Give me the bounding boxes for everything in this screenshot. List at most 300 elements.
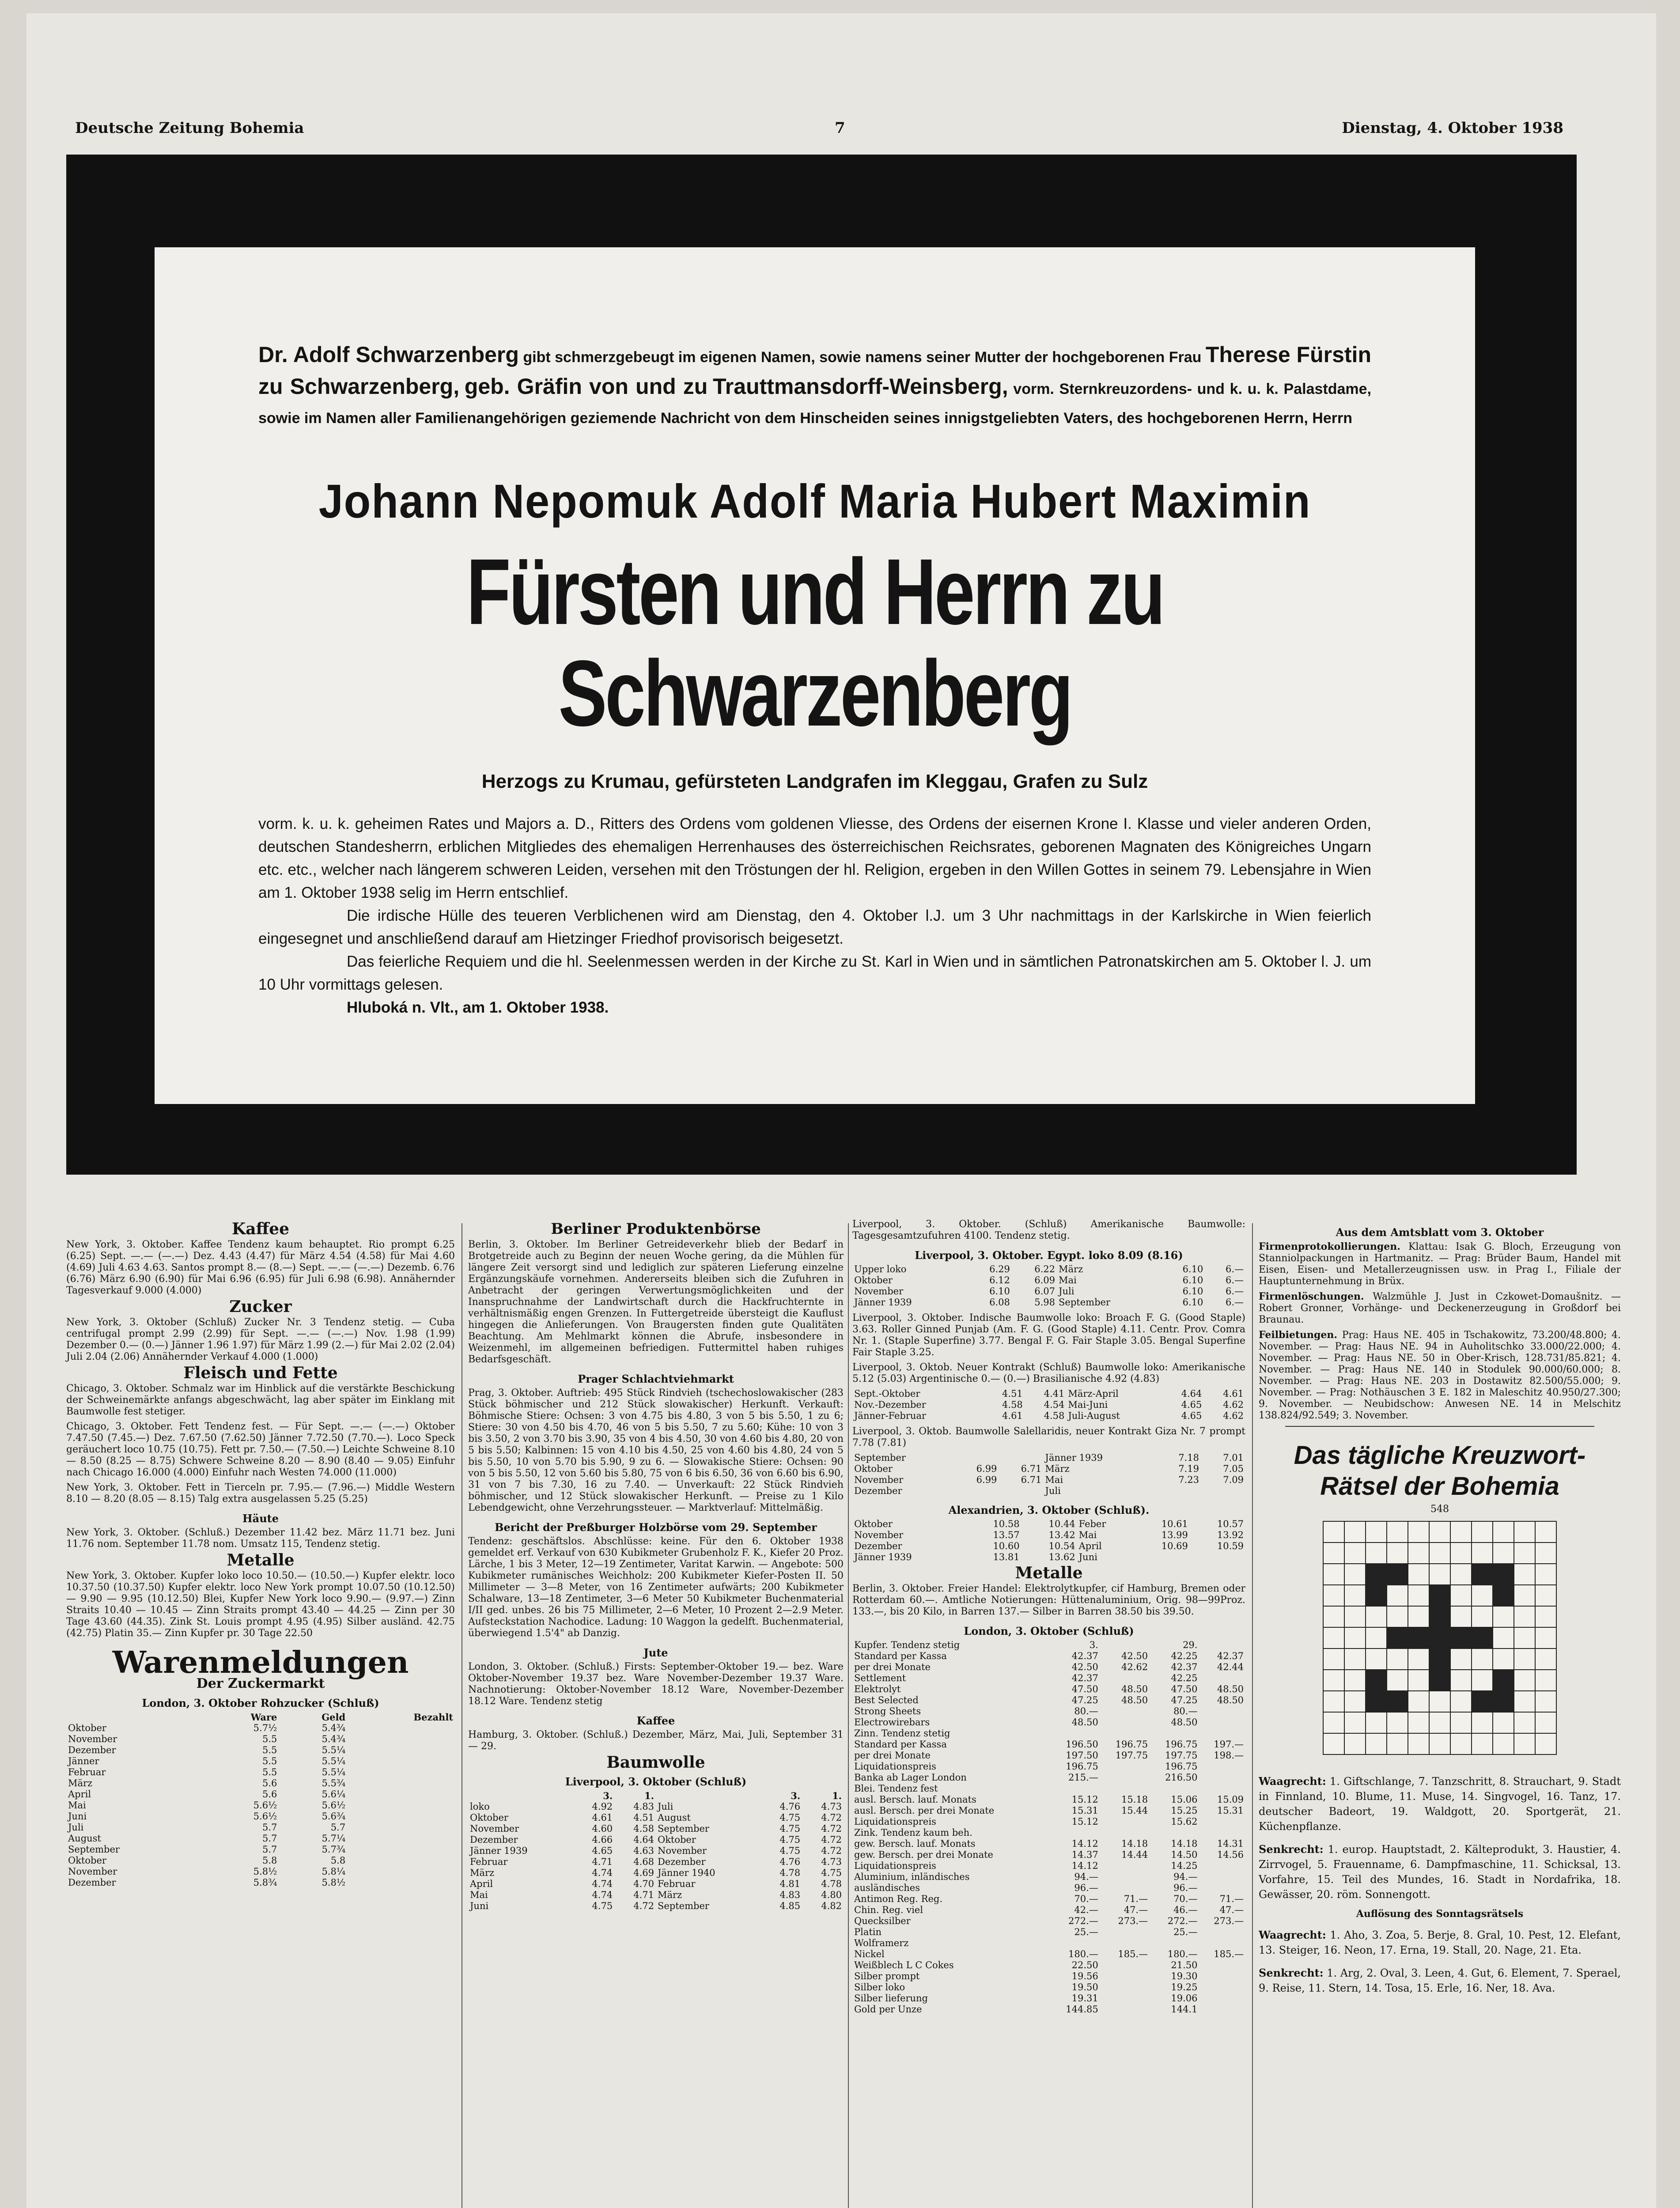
section-heading: Kaffee <box>232 1220 289 1238</box>
crossword-cell <box>1387 1733 1408 1754</box>
crossword-cell <box>1535 1670 1556 1691</box>
table-cell: 5.6½ <box>253 1811 277 1822</box>
alexandria-table <box>852 1519 1245 1563</box>
crossword-cell <box>1493 1648 1514 1670</box>
table-row <box>852 1530 1245 1541</box>
table-row <box>852 1938 1245 1949</box>
table-cell: 3. <box>1089 1640 1098 1650</box>
table-row <box>66 1723 455 1734</box>
table-cell: 10.58 <box>993 1519 1020 1529</box>
table-cell: Quecksilber <box>854 1916 911 1926</box>
column-1 <box>66 1219 455 1888</box>
section-heading: Prager Schlachtviehmarkt <box>578 1372 734 1385</box>
crossword-cell <box>1535 1712 1556 1733</box>
table-cell: März <box>1059 1264 1083 1274</box>
table-cell: 7.09 <box>1223 1475 1244 1485</box>
crossword-cell <box>1429 1733 1450 1754</box>
table-cell: Dezember <box>68 1877 116 1888</box>
crossword-cell <box>1366 1585 1387 1606</box>
table-cell <box>1050 1783 1100 1794</box>
table-cell: 4.75 <box>779 1845 801 1856</box>
table-cell <box>347 1844 455 1855</box>
table-cell <box>1100 1872 1150 1883</box>
crossword-cell <box>1366 1648 1387 1670</box>
table-cell: Dezember <box>854 1541 902 1551</box>
crossword-cell <box>1323 1733 1344 1754</box>
article-text: Chicago, 3. Oktober. Fett Tendenz fest. — Für Sept. —.— (—.—) Oktober 7.47.50 (7.45.—) Dez. 7.67.50 (7.62.50) Jänner 7.72.50 (7.70.—). Loco Speck geräuchert loco 10.75 (10.75). Fett pr. 7.50.— (7.50.—) Leichte Schweine 8.10 — 8.50 (8.25 — 8.75) Schwere Schweine 8.20 — 8.90 (8.40 — 9.05) Einfuhr nach Chicago 16.000 (4.000) Einfuhr nach Westen 74.000 (11.000) <box>66 1421 455 1478</box>
table-cell <box>347 1767 455 1778</box>
crossword-cell <box>1514 1521 1535 1543</box>
crossword-cell <box>1387 1521 1408 1543</box>
crossword-cell <box>1514 1543 1535 1564</box>
table-cell: 10.69 <box>1161 1541 1188 1551</box>
section-heading: Häute <box>242 1512 279 1525</box>
table-cell <box>347 1800 455 1811</box>
table-cell: 80.— <box>1173 1706 1198 1716</box>
table-cell <box>999 1452 1043 1463</box>
table-cell: 14.12 <box>1071 1860 1098 1871</box>
table-cell: Standard per Kassa <box>854 1739 947 1750</box>
table-cell <box>347 1778 455 1789</box>
table-row <box>852 1960 1245 1971</box>
crossword-cell <box>1514 1670 1535 1691</box>
crossword-cell <box>1408 1733 1429 1754</box>
table-cell: 6.08 <box>989 1297 1010 1308</box>
table-cell: 5.6¾ <box>322 1811 346 1822</box>
table-cell: 14.44 <box>1121 1849 1148 1860</box>
table-row <box>852 1838 1245 1849</box>
column-divider <box>848 1223 849 2208</box>
table-cell <box>1100 1772 1150 1783</box>
table-cell: 196.75 <box>1165 1739 1198 1750</box>
crossword-cell <box>1472 1521 1493 1543</box>
table-cell: 13.42 <box>1048 1530 1075 1540</box>
table-header-cell: Geld <box>322 1712 346 1723</box>
table-cell <box>1100 1982 1150 1993</box>
table-row <box>852 1452 1245 1463</box>
table-cell: November <box>854 1530 904 1540</box>
crossword-cell <box>1514 1564 1535 1585</box>
table-cell: März <box>657 1890 682 1900</box>
table-cell: Dezember <box>68 1745 116 1755</box>
table-row <box>66 1855 455 1866</box>
table-cell: 42.37 <box>1071 1673 1098 1683</box>
table-cell: 5.5¾ <box>322 1778 346 1788</box>
crossword-cell <box>1408 1648 1429 1670</box>
crossword-cell <box>1408 1585 1429 1606</box>
table-cell: 19.30 <box>1171 1971 1198 1981</box>
table-row <box>66 1789 455 1800</box>
table-header-cell: Bezahlt <box>413 1712 453 1723</box>
table-cell: 15.31 <box>1217 1805 1244 1816</box>
table-row <box>66 1756 455 1767</box>
table-cell: 6.29 <box>989 1264 1010 1274</box>
crossword-cell <box>1450 1564 1472 1585</box>
table-cell: 6.71 <box>1021 1475 1042 1485</box>
table-cell <box>1100 1717 1150 1728</box>
table-cell: ausländisches <box>854 1883 920 1893</box>
table-cell: 48.50 <box>1071 1717 1098 1728</box>
crossword-cell <box>1387 1712 1408 1733</box>
article-text: Liverpool, 3. Oktober. (Schluß) Amerikanische Baumwolle: Tagesgesamtzufuhren 4100. Tendenz stetig. <box>852 1219 1245 1241</box>
table-cell: Jänner 1939 <box>854 1552 912 1562</box>
table-cell: 96.— <box>1173 1883 1198 1893</box>
table-cell: September <box>854 1452 906 1463</box>
table-cell: Elektrolyt <box>854 1684 901 1694</box>
crossword-cell <box>1493 1670 1514 1691</box>
article-text: New York, 3. Oktober (Schluß) Zucker Nr. 3 Tendenz stetig. — Cuba centrifugal prompt 2.99 (2.99) für Sept. —.— (—.—) Nov. 1.98 (1.99) Dezember 0.— (0.—) Jänner 1.96 1.97) für März 1.99 (2.—) für Mai 2.02 (2.04) Juli 2.04 (2.06) Annähernder Verkauf 4.000 (1.000) <box>66 1317 455 1362</box>
table-cell: 14.12 <box>1071 1838 1098 1849</box>
table-cell: Chin. Reg. viel <box>854 1905 923 1915</box>
table-cell: Electrowirebars <box>854 1717 930 1728</box>
solution-across <box>1259 1928 1621 1958</box>
table-row <box>468 1823 844 1834</box>
table-cell: 4.82 <box>821 1901 842 1911</box>
table-cell: Weißblech L C Cokes <box>854 1960 954 1970</box>
crossword-cell <box>1366 1606 1387 1627</box>
clue-text: 1. Giftschlange, 7. Tanzschritt, 8. Strauchart, 9. Stadt in Finnland, 10. Blume, 11. Muse, 14. Singvogel, 16. Tanz, 17. deutscher Badeort, 19. Waldgott, 20. Sportgerät, 21. Küchenpflanze. <box>1259 1775 1621 1833</box>
table-cell: Oktober <box>854 1519 893 1529</box>
crossword-cell <box>1344 1648 1366 1670</box>
table-cell: 15.31 <box>1071 1805 1098 1816</box>
table-row <box>852 1673 1245 1684</box>
sugar-market-table <box>66 1712 455 1888</box>
table-cell: Mai <box>1059 1275 1077 1285</box>
table-cell <box>999 1486 1043 1497</box>
table-cell <box>1199 1982 1245 1993</box>
table-cell: 5.5 <box>262 1745 277 1755</box>
crossword-cell <box>1472 1648 1493 1670</box>
table-header-cell: 3. <box>603 1790 613 1801</box>
table-cell: 4.75 <box>821 1868 842 1878</box>
table-cell <box>1100 1783 1150 1794</box>
table-row <box>852 1750 1245 1761</box>
table-cell <box>1199 1993 1245 2004</box>
table-cell: 4.83 <box>779 1890 801 1900</box>
crossword-title: Das tägliche Kreuzwort-Rätsel der Bohemia <box>1294 1441 1586 1501</box>
table-cell <box>1100 1927 1150 1938</box>
table-cell: 4.75 <box>779 1812 801 1823</box>
table-cell: 5.7 <box>262 1844 277 1855</box>
table-cell: 14.50 <box>1171 1849 1198 1860</box>
table-cell: Juli <box>1059 1286 1075 1297</box>
crossword-cell <box>1408 1712 1429 1733</box>
crossword-cell <box>1366 1521 1387 1543</box>
table-body <box>852 1452 1245 1497</box>
table-cell: 272.— <box>1068 1916 1098 1926</box>
table-cell: November <box>470 1823 519 1834</box>
table-cell: 42.— <box>1074 1905 1098 1915</box>
table-cell: 94.— <box>1173 1872 1198 1882</box>
crossword-cell <box>1450 1606 1472 1627</box>
table-cell: 70.— <box>1074 1894 1098 1904</box>
table-cell: 5.6 <box>262 1778 277 1788</box>
crossword-cell <box>1429 1585 1450 1606</box>
table-cell <box>1050 1728 1100 1739</box>
table-cell: Liquidationspreis <box>854 1761 936 1772</box>
table-cell: 48.50 <box>1217 1695 1244 1705</box>
crossword-cell <box>1408 1670 1429 1691</box>
table-cell: 144.1 <box>1171 2004 1198 2015</box>
table-cell: 6.71 <box>1021 1463 1042 1474</box>
table-row <box>468 1845 844 1856</box>
table-caption: Liverpool, 3. Oktob. Baumwolle Salellaridis, neuer Kontrakt Giza Nr. 7 prompt 7.78 (7.81) <box>852 1426 1245 1448</box>
table-cell: 5.8 <box>262 1855 277 1866</box>
crossword-cell <box>1429 1648 1450 1670</box>
table-cell: Dezember <box>657 1856 706 1867</box>
table-cell: 4.65 <box>1181 1399 1202 1410</box>
table-cell: 5.7 <box>262 1822 277 1833</box>
table-cell: Kupfer. Tendenz stetig <box>854 1640 960 1650</box>
crossword-cell <box>1450 1648 1472 1670</box>
table-cell: 4.85 <box>779 1901 801 1911</box>
table-cell <box>1199 1783 1245 1794</box>
table-cell: 4.58 <box>633 1823 654 1834</box>
table-cell: 4.72 <box>633 1901 654 1911</box>
crossword-cell <box>1344 1564 1366 1585</box>
crossword-cell <box>1450 1670 1472 1691</box>
article-text: Chicago, 3. Oktober. Schmalz war im Hinblick auf die verstärkte Beschickung der Schweinemärkte anfangs abgeschwächt, lag aber später im Einklang mit Baumwolle fest stetiger. <box>66 1383 455 1417</box>
table-cell <box>1100 1640 1150 1651</box>
crossword-cell <box>1344 1521 1366 1543</box>
table-cell: 6.— <box>1225 1286 1244 1297</box>
liverpool-sakellaridis-table <box>852 1452 1245 1497</box>
table-cell: 215.— <box>1068 1772 1098 1783</box>
section-heading: Aus dem Amtsblatt vom 3. Oktober <box>1336 1226 1544 1239</box>
deceased-name-line-1: Johann Nepomuk Adolf Maria Hubert Maximin <box>318 474 1311 528</box>
table-row <box>468 1856 844 1868</box>
table-cell: Mai <box>68 1800 86 1811</box>
masthead-title: Deutsche Zeitung Bohemia <box>75 119 304 137</box>
table-cell: 47.50 <box>1071 1684 1098 1694</box>
table-cell: 80.— <box>1074 1706 1098 1716</box>
crossword-cell <box>1493 1606 1514 1627</box>
table-cell: 6.— <box>1225 1275 1244 1285</box>
table-cell: 5.6 <box>262 1789 277 1800</box>
crossword-cell <box>1493 1733 1514 1754</box>
table-cell: 15.06 <box>1171 1794 1198 1805</box>
table-cell <box>1100 1816 1150 1827</box>
crossword-cell <box>1450 1733 1472 1754</box>
table-cell: 15.62 <box>1171 1816 1198 1827</box>
table-cell: Oktober <box>68 1855 106 1866</box>
table-cell: März-April <box>1068 1388 1119 1399</box>
table-cell: 4.74 <box>592 1868 613 1878</box>
crossword-cell <box>1514 1691 1535 1712</box>
table-cell: April <box>1078 1541 1102 1551</box>
table-cell <box>1199 1827 1245 1838</box>
table-row <box>852 1993 1245 2004</box>
table-cell: Mai <box>1078 1530 1097 1540</box>
column-4 <box>1259 1219 1621 1996</box>
table-cell: 4.66 <box>592 1834 613 1845</box>
table-cell <box>1100 1761 1150 1772</box>
table-cell: 10.59 <box>1217 1541 1244 1551</box>
table-cell: Nickel <box>854 1949 885 1959</box>
table-cell <box>1199 1772 1245 1783</box>
table-cell <box>1150 1783 1199 1794</box>
table-row <box>852 1772 1245 1783</box>
table-cell: 42.62 <box>1121 1662 1148 1672</box>
table-cell: 4.61 <box>592 1812 613 1823</box>
table-cell: April <box>68 1789 91 1800</box>
table-cell: 15.18 <box>1121 1794 1148 1805</box>
crossword-cell <box>1387 1627 1408 1648</box>
crossword-cell <box>1450 1585 1472 1606</box>
table-cell: 273.— <box>1118 1916 1148 1926</box>
table-cell <box>347 1833 455 1844</box>
table-row <box>468 1801 844 1812</box>
london-metals-table <box>852 1640 1245 2015</box>
crossword-cell <box>1387 1585 1408 1606</box>
clue-label: Senkrecht: <box>1259 1966 1324 1979</box>
table-cell: 4.76 <box>779 1801 801 1812</box>
crossword-cell <box>1344 1712 1366 1733</box>
table-cell: Jänner 1939 <box>470 1845 528 1856</box>
table-cell: 15.09 <box>1217 1794 1244 1805</box>
table-cell: Aluminium, inländisches <box>854 1872 970 1882</box>
table-cell: 4.81 <box>779 1879 801 1889</box>
crossword-cell <box>1344 1733 1366 1754</box>
table-cell: Juli-August <box>1068 1410 1120 1421</box>
table-cell: 46.— <box>1173 1905 1198 1915</box>
table-cell: Banka ab Lager London <box>854 1772 967 1783</box>
table-cell <box>347 1756 455 1767</box>
clue-label: Waagrecht: <box>1259 1775 1326 1788</box>
run-in-text: Prag: Haus NE. 405 in Tschakowitz, 73.200/48.800; 4. November. — Prag: Haus NE. 94 in Auholitschko 33.000/22.000; 4. November. — Prag: Haus NE. 50 in Ober-Krisch, 128.731/85.821; 4. November. — Prag: Haus NE. 140 in Stodulek 90.000/60.000; 8. November. — Prag: Haus NE. 203 in Dostawitz 82.500/55.000; 9. November. — Prag: Nothäuschen 3 E. 182 in Maleschitz 40.950/27.300; 9. November. — Neubidschow: Anwesen NE. 14 in Melschitz 138.824/92.549; 3. November. <box>1259 1330 1621 1421</box>
section-heading: Fleisch und Fette <box>183 1364 338 1382</box>
table-cell <box>954 1486 999 1497</box>
intro-mother-name: Therese Fürstin zu Schwarzenberg, <box>258 342 1371 399</box>
table-cell: 273.— <box>1214 1916 1244 1926</box>
article-text: New York, 3. Oktober. Fett in Tierceln pr. 7.95.— (7.96.—) Middle Western 8.10 — 8.20 (8.05 — 8.15) Talg extra ausgelassen 5.25 (5.25) <box>66 1482 455 1505</box>
obituary-paragraph-2: Die irdische Hülle des teueren Verblichenen wird am Dienstag, den 4. Oktober l.J. um 3 Uhr nachmittags in der Karlskirche in Wien feierlich eingesegnet und anschließend darauf am Hietzinger Friedhof provisorisch beigesetzt. <box>258 907 1371 947</box>
crossword-cell <box>1387 1606 1408 1627</box>
table-cell: 4.69 <box>633 1868 654 1878</box>
table-cell: Sept.-Oktober <box>854 1388 920 1399</box>
table-cell: 7.19 <box>1178 1463 1199 1474</box>
table-cell: 14.18 <box>1171 1838 1198 1849</box>
crossword-cell <box>1472 1712 1493 1733</box>
table-cell <box>347 1822 455 1833</box>
table-cell <box>1150 1827 1199 1838</box>
table-cell: 5.5 <box>262 1767 277 1777</box>
table-cell: 144.85 <box>1066 2004 1098 2015</box>
table-body <box>852 1388 1245 1422</box>
crossword-cell <box>1387 1543 1408 1564</box>
table-cell: August <box>68 1833 101 1844</box>
table-cell: Settlement <box>854 1673 906 1683</box>
intro-family-name: Trauttmansdorff-Weinsberg, <box>713 374 1008 399</box>
table-cell: 4.58 <box>1044 1410 1065 1421</box>
table-cell: 4.54 <box>1044 1399 1065 1410</box>
table-cell: 4.62 <box>1223 1399 1244 1410</box>
obituary-paragraph-3: Das feierliche Requiem und die hl. Seelenmessen werden in der Kirche zu St. Karl in Wien und in sämtlichen Patronatskirchen am 5. Oktober l. J. um 10 Uhr vormittags gelesen. <box>258 953 1371 993</box>
intro-text-1: gibt schmerzgebeugt im eigenen Namen, sowie namens seiner Mutter der hochgeborenen Frau <box>523 349 1202 366</box>
crossword-cell <box>1514 1733 1535 1754</box>
table-row <box>852 1816 1245 1827</box>
crossword-cell <box>1429 1606 1450 1627</box>
crossword-cell <box>1514 1606 1535 1627</box>
table-row <box>852 1475 1245 1486</box>
table-cell: 5.7 <box>330 1822 346 1833</box>
table-cell: 4.74 <box>592 1879 613 1889</box>
table-row <box>852 1949 1245 1960</box>
table-cell: Juni <box>1078 1552 1097 1562</box>
table-cell: 13.57 <box>993 1530 1020 1540</box>
crossword-cell <box>1472 1564 1493 1585</box>
table-cell: 196.50 <box>1066 1739 1098 1750</box>
table-cell: Jänner 1940 <box>657 1868 715 1878</box>
table-cell: Feber <box>1078 1519 1106 1529</box>
table-cell: 4.83 <box>633 1801 654 1812</box>
crossword-cell <box>1472 1670 1493 1691</box>
table-cell: Best Selected <box>854 1695 919 1705</box>
table-cell <box>1100 1860 1150 1872</box>
table-cell: März <box>470 1868 495 1878</box>
crossword-cell <box>1493 1585 1514 1606</box>
table-cell: Oktober <box>657 1834 696 1845</box>
run-in-text: Klattau: Isak G. Bloch, Erzeugung von Stanniolpackungen in Hartmanitz. — Prag: Brüder Baum, Handel mit Eisen, Eisen- und Metallerzeugnissen usw. in Prag I., Filiale der Hauptunternehmung in Brüx. <box>1259 1241 1621 1287</box>
obituary-body <box>258 813 1371 1019</box>
table-cell <box>1199 1706 1245 1717</box>
table-cell <box>1199 1938 1245 1949</box>
table-cell: 5.98 <box>1034 1297 1056 1308</box>
table-cell <box>1199 1728 1245 1739</box>
table-cell: 47.— <box>1124 1905 1148 1915</box>
table-cell: loko <box>470 1801 490 1812</box>
table-cell <box>347 1877 455 1888</box>
table-cell: 42.50 <box>1071 1662 1098 1672</box>
crossword-cell <box>1535 1543 1556 1564</box>
table-row <box>852 1463 1245 1475</box>
table-cell: per drei Monate <box>854 1662 931 1672</box>
table-cell: 4.51 <box>1002 1388 1023 1399</box>
table-cell <box>347 1723 455 1734</box>
table-row <box>852 1640 1245 1651</box>
crossword-cell <box>1344 1543 1366 1564</box>
table-cell <box>1199 1872 1245 1883</box>
table-cell: Strong Sheets <box>854 1706 921 1716</box>
table-row <box>468 1834 844 1845</box>
table-body <box>852 1264 1245 1308</box>
table-cell: 6.10 <box>1182 1297 1203 1308</box>
table-cell: 5.8½ <box>322 1877 346 1888</box>
table-cell <box>1199 1816 1245 1827</box>
table-cell: November <box>854 1475 904 1485</box>
crossword-cell <box>1429 1627 1450 1648</box>
crossword-cell <box>1387 1670 1408 1691</box>
table-cell: 5.6½ <box>322 1800 346 1811</box>
crossword-cell <box>1429 1670 1450 1691</box>
section-heading-large: Warenmeldungen <box>112 1645 409 1680</box>
table-cell <box>1199 1761 1245 1772</box>
crossword-cell <box>1514 1627 1535 1648</box>
table-cell <box>1199 1960 1245 1971</box>
obituary-notice <box>155 247 1475 1104</box>
table-cell: 4.64 <box>1181 1388 1202 1399</box>
table-cell: 197.75 <box>1115 1750 1148 1761</box>
table-cell: ausl. Bersch. per drei Monate <box>854 1805 995 1816</box>
table-cell: 6.10 <box>989 1286 1010 1297</box>
table-cell: 4.61 <box>1223 1388 1244 1399</box>
crossword-cell <box>1344 1627 1366 1648</box>
table-cell: 4.62 <box>1223 1410 1244 1421</box>
table-cell: 47.25 <box>1071 1695 1098 1705</box>
table-cell: 71.— <box>1219 1894 1244 1904</box>
crossword-cell <box>1366 1564 1387 1585</box>
table-row <box>468 1868 844 1879</box>
